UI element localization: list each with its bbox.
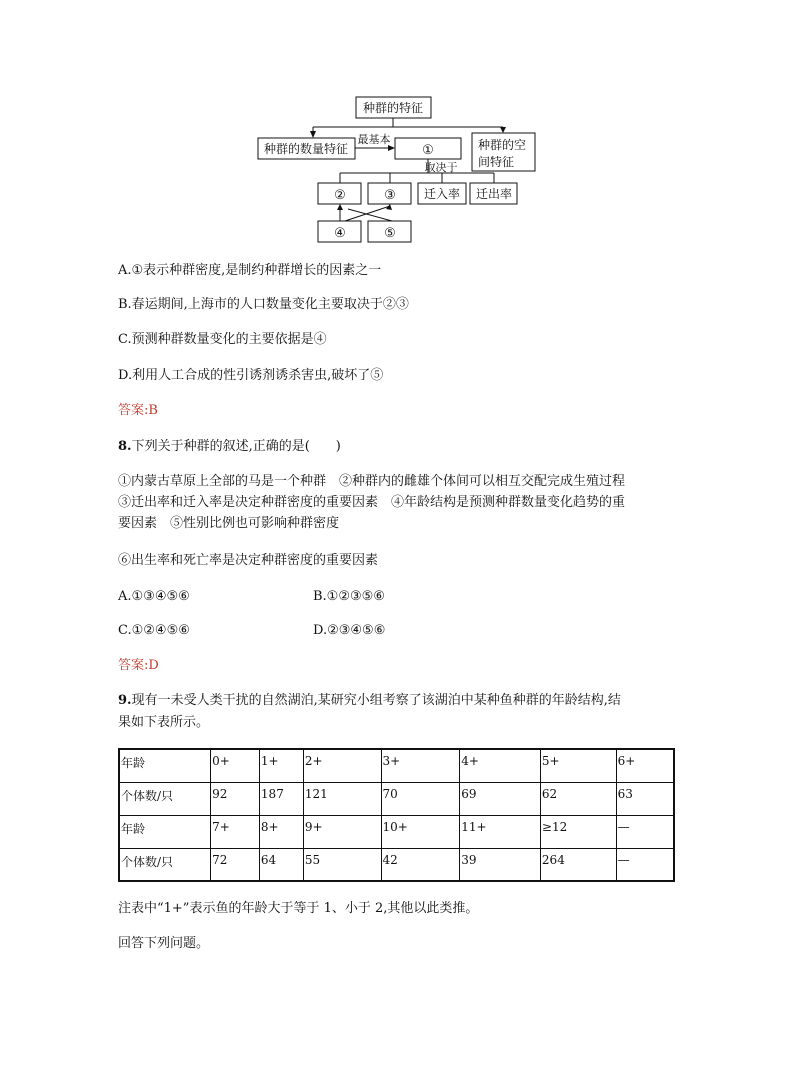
q9-number: 9. [118,693,132,708]
table-cell: 264 [540,848,616,881]
table-cell: 70 [381,782,460,815]
table-cell: 62 [540,782,616,815]
label-3: ③ [384,188,396,203]
label-population-features: 种群的特征 [362,101,424,115]
table-row [119,848,674,881]
label-immigration: 迁入率 [423,187,461,201]
table-cell: 0+ [211,749,260,782]
table-cell: 69 [460,782,541,815]
q8-statement-1: ①内蒙古草原上全部的马是一个种群 ②种群内的雌雄个体间可以相互交配完成生殖过程 [118,474,626,489]
q8-statement-3: 要因素 ⑤性别比例也可影响种群密度 [118,516,340,531]
label-5: ⑤ [384,226,396,241]
table-cell: 6+ [616,749,674,782]
table-cell: 187 [259,782,303,815]
q8-number: 8. [118,439,132,454]
q9-stem-1 [118,692,621,710]
q8-answer: 答案:D [118,658,159,673]
label-4: ④ [334,226,346,241]
q7-option-a: A.①表示种群密度,是制约种群增长的因素之一 [118,263,382,278]
table-row [119,749,674,782]
label-emigration: 迁出率 [475,187,513,201]
label-2: ② [334,188,346,203]
label-spatial-2: 间特征 [478,155,515,169]
table-row [119,782,674,815]
table-cell: 11+ [460,815,541,848]
table-cell: — [616,848,674,881]
q7-answer: 答案:B [118,403,158,418]
table-cell: 10+ [381,815,460,848]
table-cell: 5+ [540,749,616,782]
age-structure-table [118,748,675,882]
table-cell: 8+ [259,815,303,848]
q8-stem [118,438,341,456]
table-cell: 9+ [303,815,381,848]
table-note: 注表中“1+”表示鱼的年龄大于等于 1、小于 2,其他以此类推。 [118,901,479,916]
concept-diagram [0,0,794,260]
table-cell: 72 [211,848,260,881]
table-cell: 3+ [381,749,460,782]
table-cell: 121 [303,782,381,815]
table-cell: 7+ [211,815,260,848]
q9-stem-text: 现有一未受人类干扰的自然湖泊,某研究小组考察了该湖泊中某种鱼种群的年龄结构,结 [131,693,621,708]
table-cell: 55 [303,848,381,881]
q8-statement-2: ③迁出率和迁入率是决定种群密度的重要因素 ④年龄结构是预测种群数量变化趋势的重 [118,495,626,510]
table-cell: — [616,815,674,848]
table-cell: 个体数/只 [119,782,211,815]
q7-option-b: B.春运期间,上海市的人口数量变化主要取决于②③ [118,297,409,312]
table-cell: 92 [211,782,260,815]
table-cell: 1+ [259,749,303,782]
q8-option-a: A.①③④⑤⑥ [118,589,190,604]
table-cell: 个体数/只 [119,848,211,881]
table-cell: 年龄 [119,749,211,782]
table-cell: ≥12 [540,815,616,848]
label-spatial-1: 种群的空 [478,138,527,152]
q7-option-d: D.利用人工合成的性引诱剂诱杀害虫,破坏了⑤ [118,368,384,383]
table-cell: 42 [381,848,460,881]
q8-option-c: C.①②④⑤⑥ [118,623,190,638]
table-cell: 年龄 [119,815,211,848]
q8-option-b: B.①②③⑤⑥ [313,589,385,604]
label-basic: 最基本 [357,133,391,146]
q8-option-d: D.②③④⑤⑥ [313,623,386,638]
q8-stem-text: 下列关于种群的叙述,正确的是( ) [131,439,341,454]
table-cell: 39 [460,848,541,881]
label-depends: 取决于 [424,161,458,174]
table-cell: 64 [259,848,303,881]
q9-closing: 回答下列问题。 [118,936,210,951]
q7-option-c: C.预测种群数量变化的主要依据是④ [118,332,327,347]
label-quantity-features: 种群的数量特征 [263,142,349,156]
table-cell: 2+ [303,749,381,782]
table-cell: 4+ [460,749,541,782]
label-1: ① [422,143,434,158]
table-row [119,815,674,848]
q8-statement-4: ⑥出生率和死亡率是决定种群密度的重要因素 [118,553,379,568]
q9-stem-2: 果如下表所示。 [118,715,210,730]
table-cell: 63 [616,782,674,815]
